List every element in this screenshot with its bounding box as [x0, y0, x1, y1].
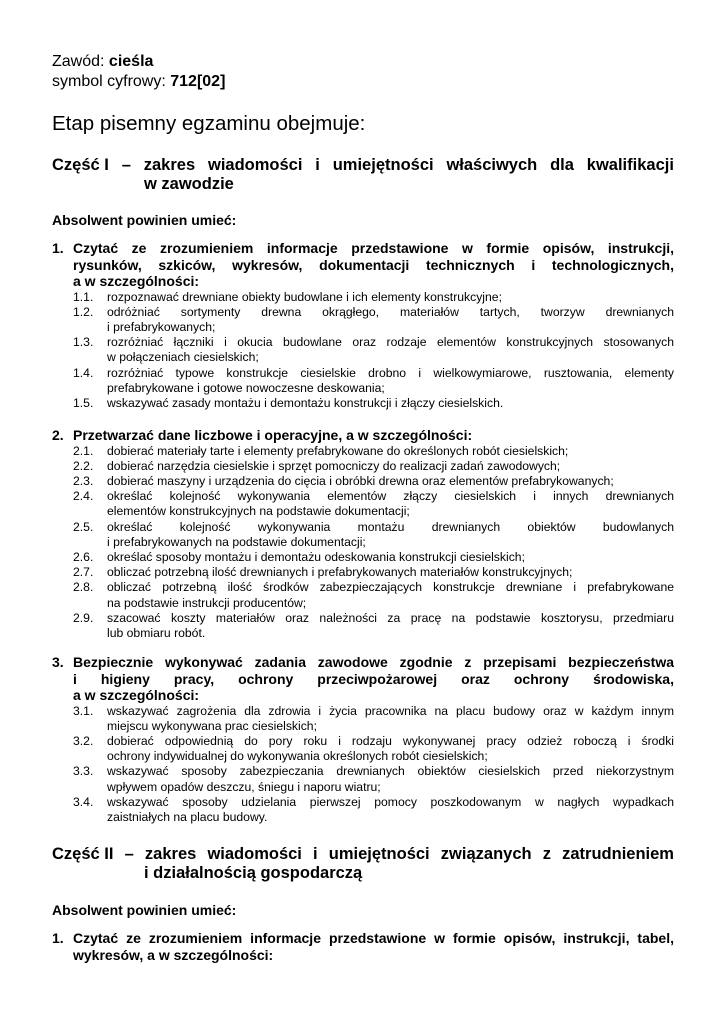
part1-section-2 [52, 427, 674, 641]
list-item: 2.1. dobierać materiały tarte i elementy prefabrykowane do określonych robót ciesielskich; [73, 443, 569, 458]
list-item: 2.4. określać kolejność wykonywania elementów złączy ciesielskich i innych drewnianych elementów konstrukcyjnych na podstawie dokumentacji; [73, 489, 674, 519]
symbol-label: symbol cyfrowy: [52, 73, 166, 90]
list-item: 2.8. obliczać potrzebną ilość środków zabezpieczających konstrukcje drewniane i prefabrykowane na podstawie instrukcji producentów; [73, 580, 674, 610]
section-title: 3. Bezpiecznie wykonywać zadania zawodowe zgodnie z przepisami bezpieczeństwa i higieny pracy, ochrony przeciwpożarowej oraz ochrony środowiska, a w szczególności: [52, 654, 674, 703]
list-item: 2.3. dobierać maszyny i urządzenia do cięcia i obróbki drewna oraz elementów prefabrykowanych; [73, 473, 614, 488]
list-item: 2.9. szacować koszty materiałów oraz należności za pracę na podstawie kosztorysu, przedmiaru lub obmiaru robót. [73, 610, 674, 640]
part2-section-1 [52, 930, 674, 963]
symbol-line [52, 72, 225, 92]
list-item: 2.5. określać kolejność wykonywania montażu drewnianych obiektów budowlanych i prefabrykowanych na podstawie dokumentacji; [73, 519, 674, 549]
list-item: 2.6. określać sposoby montażu i demontażu odeskowania konstrukcji ciesielskich; [73, 549, 525, 564]
list-item: 2.2. dobierać narzędzia ciesielskie i sprzęt pomocniczy do realizacji zadań zawodowych; [73, 458, 561, 473]
part2-absolwent-label: Absolwent powinien umieć: [52, 902, 237, 918]
list-item: 1.2. odróżniać sortymenty drewna okrągłego, materiałów tartych, tworzyw drewnianych i prefabrykowanych; [73, 304, 674, 334]
occupation-label: Zawód: [52, 53, 105, 70]
part2-heading-line2: i działalnością gospodarczą [144, 864, 363, 882]
section-title: 2. Przetwarzać dane liczbowe i operacyjne, a w szczególności: [52, 427, 473, 443]
list-item: 1.4. rozróżniać typowe konstrukcje ciesielskie drobno i wielkowymiarowe, rusztowania, elementy prefabrykowane i gotowe nowoczesne deskowania; [73, 365, 674, 395]
part1-heading [52, 156, 674, 194]
list-item: 3.3. wskazywać sposoby zabezpieczania drewnianych obiektów ciesielskich przed niekorzystnym wpływem opadów deszczu, śniegu i naporu wiatru; [73, 764, 674, 794]
part1-absolwent-label: Absolwent powinien umieć: [52, 212, 237, 228]
symbol-value: 712[02] [170, 73, 226, 90]
list-item: 1.3. rozróżniać łączniki i okucia budowlane oraz rodzaje elementów konstrukcyjnych stosowanych w połączeniach ciesielskich; [73, 335, 674, 365]
part1-section-1 [52, 240, 674, 411]
section-title: 1. Czytać ze zrozumieniem informacje przedstawione w formie opisów, instrukcji, tabel, wykresów, a w szczególności: [52, 930, 674, 963]
part1-heading-line1: Część I – zakres wiadomości i umiejętności właściwych dla kwalifikacji [52, 156, 674, 174]
part2-heading [52, 845, 674, 883]
part1-heading-line2: w zawodzie [144, 175, 234, 193]
list-item: 3.4. wskazywać sposoby udzielania pierwszej pomocy poszkodowanym w nagłych wypadkach zaistniałych na placu budowy. [73, 794, 674, 824]
occupation-value: cieśla [108, 53, 154, 70]
part2-heading-line1: Część II – zakres wiadomości i umiejętności związanych z zatrudnieniem [52, 845, 674, 863]
section-title: 1. Czytać ze zrozumieniem informacje przedstawione w formie opisów, instrukcji, rysunków, szkiców, wykresów, dokumentacji technicznych i technologicznych, a w szczególności: [52, 240, 674, 289]
exam-stage-title: Etap pisemny egzaminu obejmuje: [52, 112, 366, 135]
list-item: 3.1. wskazywać zagrożenia dla zdrowia i życia pracownika na placu budowy oraz w każdym innym miejscu wykonywana prac ciesielskich; [73, 703, 674, 733]
list-item: 1.5. wskazywać zasady montażu i demontażu konstrukcji i złączy ciesielskich. [73, 395, 504, 410]
list-item: 3.2. dobierać odpowiednią do pory roku i rodzaju wykonywanej pracy odzież roboczą i środki ochrony indywidualnej do wykonywania określonych robót ciesielskich; [73, 733, 674, 764]
part1-section-3 [52, 654, 674, 825]
list-item: 1.1. rozpoznawać drewniane obiekty budowlane i ich elementy konstrukcyjne; [73, 289, 502, 304]
occupation-line [52, 52, 153, 72]
list-item: 2.7. obliczać potrzebną ilość drewnianych i prefabrykowanych materiałów konstrukcyjnych; [73, 565, 573, 580]
